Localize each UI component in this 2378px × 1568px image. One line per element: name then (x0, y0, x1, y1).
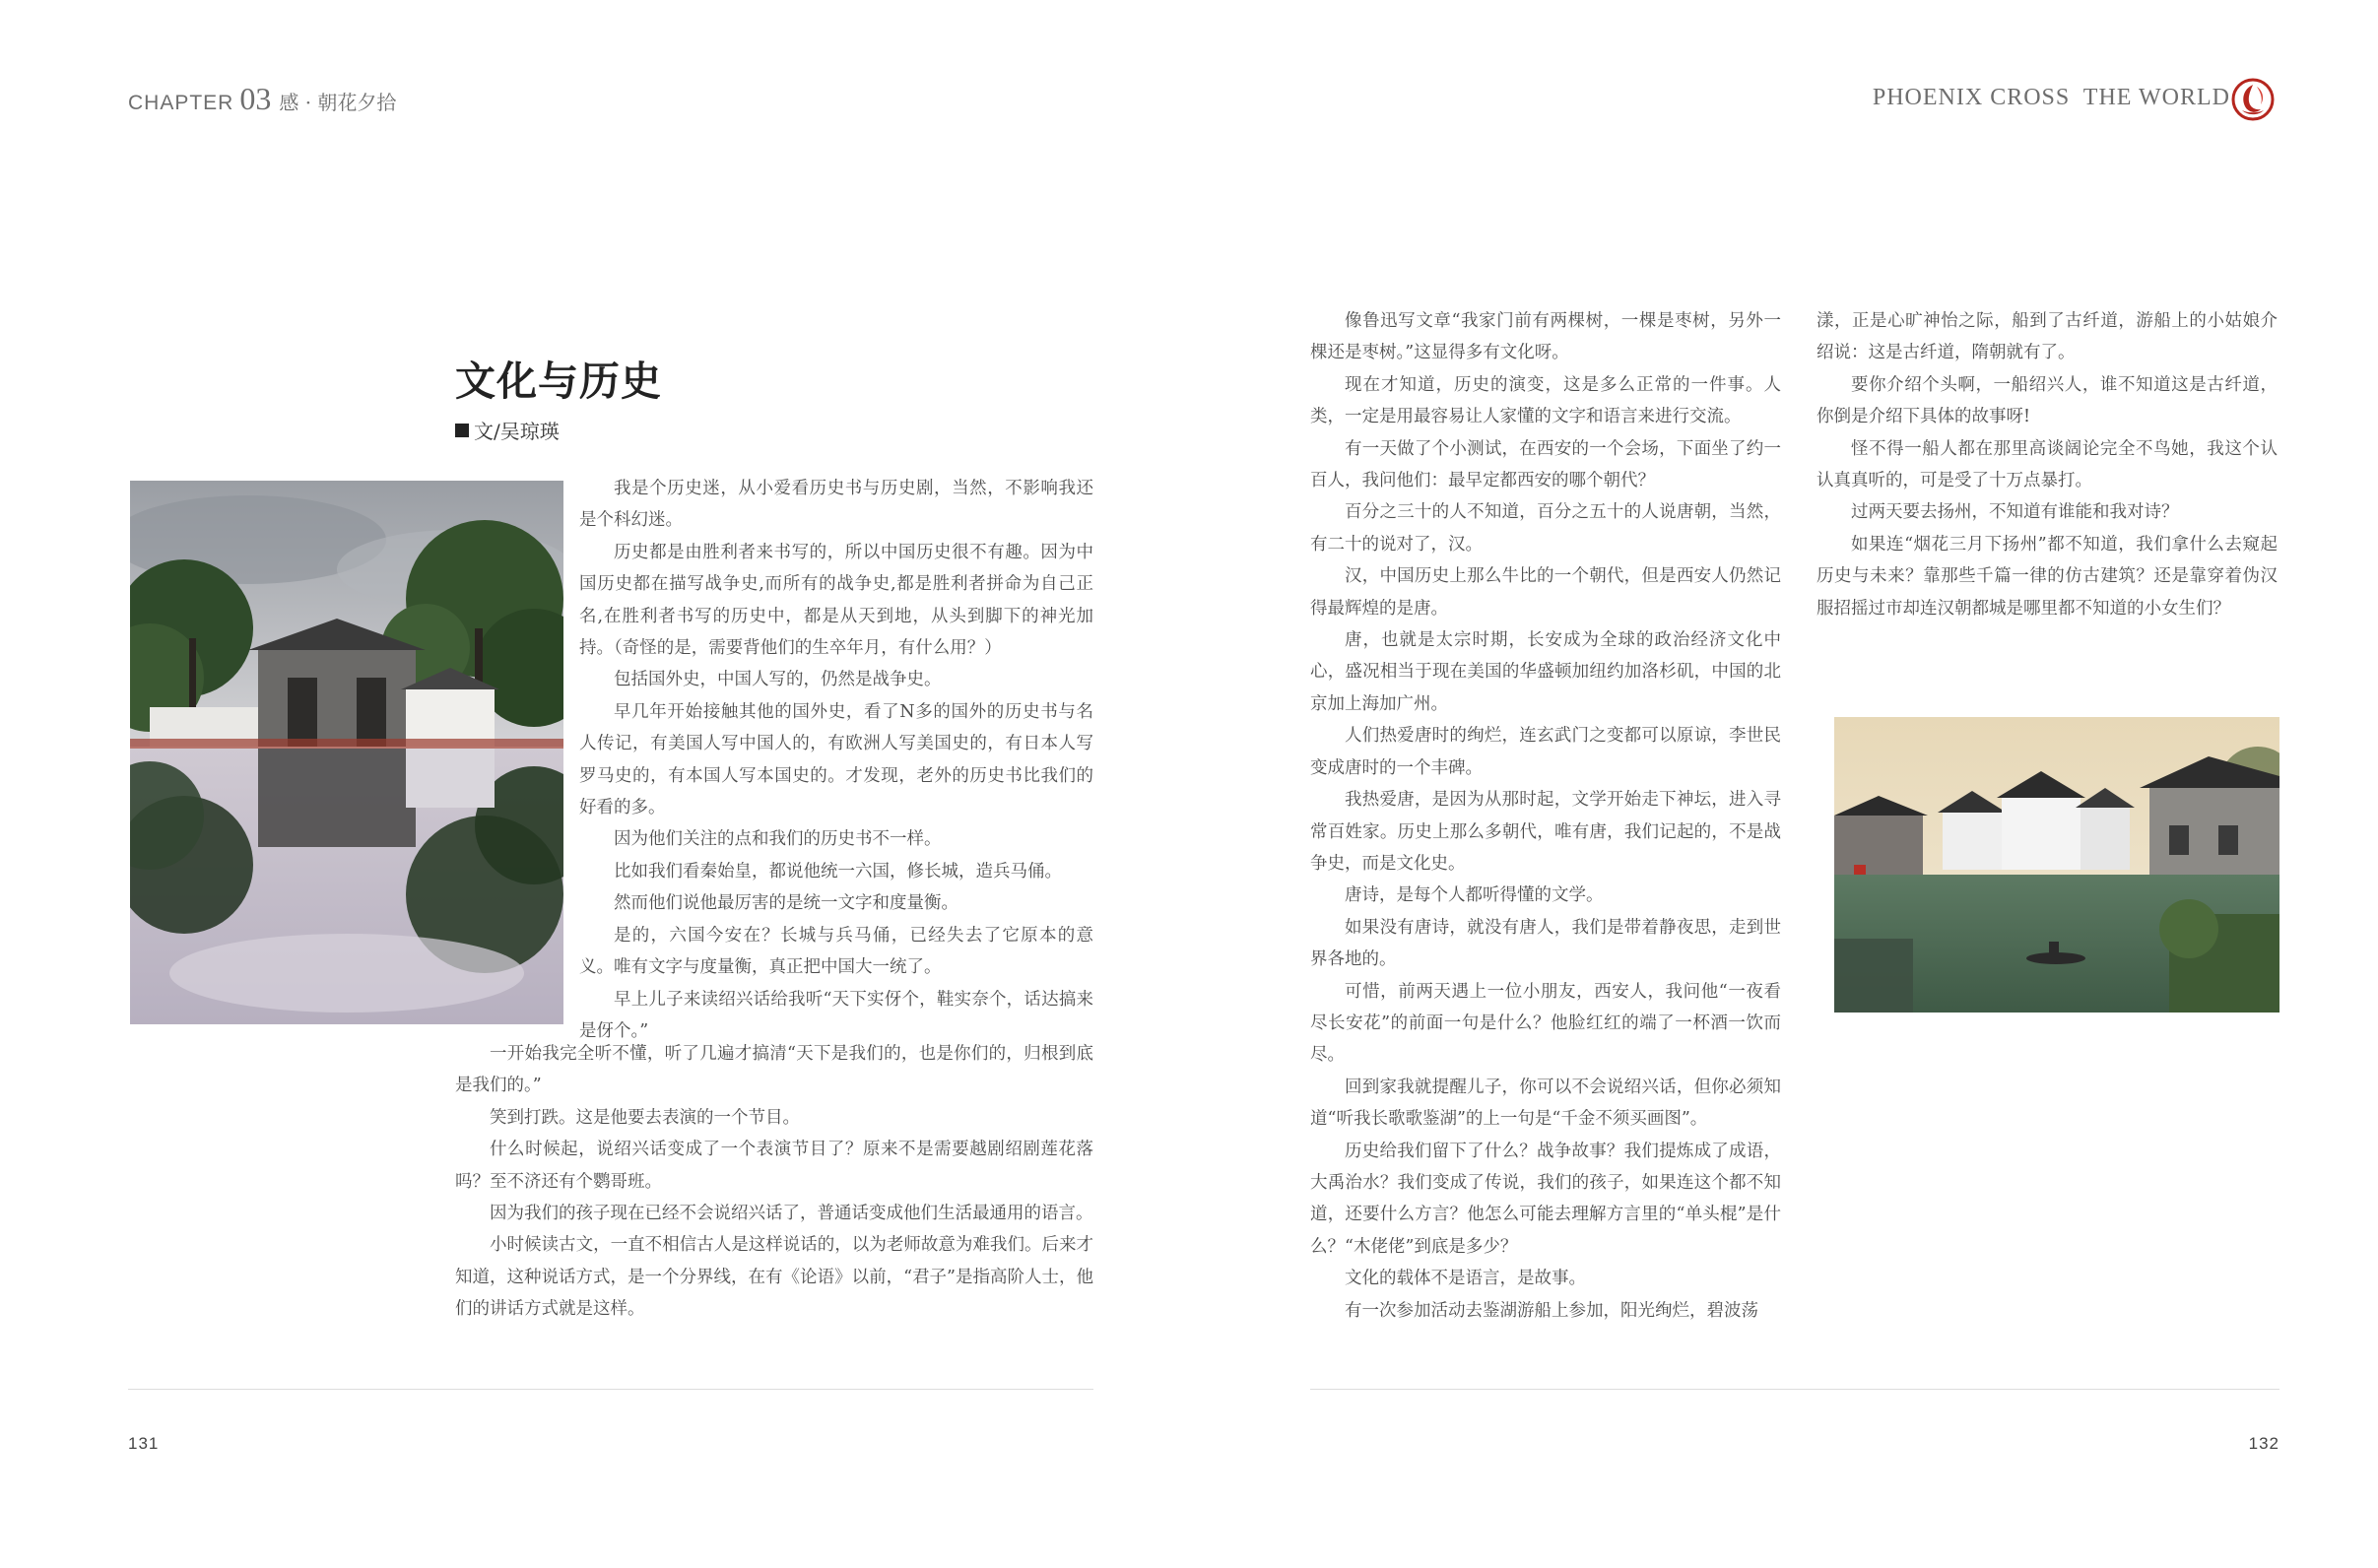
phoenix-logo-icon (2230, 77, 2276, 122)
paragraph: 因为我们的孩子现在已经不会说绍兴话了，普通话变成他们生活最通用的语言。 (490, 1204, 1093, 1224)
page-number-right: 132 (2248, 1434, 2279, 1453)
paragraph: 然而他们说他最厉害的是统一文字和度量衡。 (614, 893, 958, 914)
paragraph: 像鲁迅写文章“我家门前有两棵树，一棵是枣树，另外一棵还是枣树。”这显得多有文化呀。 (1310, 311, 1781, 363)
paragraph: 包括国外史，中国人写的，仍然是战争史。 (614, 670, 942, 690)
paragraph: 我热爱唐，是因为从那时起，文学开始走下神坛，进入寻常百姓家。历史上那么多朝代，唯有唐，我们记起的，不是战争史，而是文化史。 (1310, 790, 1781, 874)
paragraph: 历史给我们留下了什么？战争故事？我们提炼成了成语，大禹治水？我们变成了传说，我们的孩子，如果连这个都不知道，还要什么方言？他怎么可能去理解方言里的“单头棍”是什么？“木佬佬”到底是多少？ (1310, 1141, 1781, 1257)
chapter-number: 03 (239, 81, 272, 116)
photo-water-town (1834, 717, 2279, 1013)
paragraph: 人们热爱唐时的绚烂，连玄武门之变都可以原谅，李世民变成唐时的一个丰碑。 (1310, 726, 1781, 778)
article-title: 文化与历史 (455, 358, 662, 405)
paragraph: 早上儿子来读绍兴话给我听“天下实伢个，鞋实奈个，话达搞来是伢个。” (579, 989, 1093, 1041)
paragraph: 历史都是由胜利者来书写的，所以中国历史很不有趣。因为中国历史都在描写战争史,而所有的战争史,都是胜利者拼命为自己正名,在胜利者书写的历史中，都是从天到地，从头到脚下的神光加持。（奇怪的是，需要背他们的生卒年月，有什么用？） (579, 542, 1093, 659)
paragraph: 如果没有唐诗，就没有唐人，我们是带着静夜思，走到世界各地的。 (1310, 917, 1781, 970)
paragraph: 比如我们看秦始皇，都说他统一六国，修长城，造兵马俑。 (614, 861, 1062, 882)
paragraph: 漾，正是心旷神怡之际，船到了古纤道，游船上的小姑娘介绍说：这是古纤道，隋朝就有了。 (1817, 311, 2278, 363)
paragraph: 过两天要去扬州，不知道有谁能和我对诗？ (1851, 502, 2179, 523)
paragraph: 唐诗，是每个人都听得懂的文学。 (1345, 885, 1604, 906)
chapter-label: CHAPTER (128, 92, 234, 114)
paragraph: 一开始我完全听不懂，听了几遍才搞清“天下是我们的，也是你们的，归根到底是我们的。” (455, 1044, 1093, 1096)
paragraph: 有一次参加活动去鉴湖游船上参加，阳光绚烂，碧波荡 (1345, 1300, 1758, 1321)
page-number-left: 131 (128, 1434, 160, 1453)
paragraph: 小时候读古文，一直不相信古人是这样说话的，以为老师故意为难我们。后来才知道，这种说话方式，是一个分界线，在有《论语》以前，“君子”是指高阶人士，他们的讲话方式就是这样。 (455, 1235, 1093, 1320)
paragraph: 笑到打跌。这是他要去表演的一个节目。 (490, 1107, 800, 1128)
article-author (455, 416, 560, 444)
running-header-left (128, 81, 396, 120)
paragraph: 我是个历史迷，从小爱看历史书与历史剧，当然，不影响我还是个科幻迷。 (579, 479, 1093, 531)
author-name: 文/吴琼瑛 (474, 420, 560, 443)
left-wrap-column (579, 473, 1093, 1047)
paragraph: 因为他们关注的点和我们的历史书不一样。 (614, 829, 942, 850)
author-marker-icon (455, 424, 469, 437)
paragraph: 早几年开始接触其他的国外史，看了N多的国外的历史书与名人传记，有美国人写中国人的，有欧洲人写美国史的，有日本人写罗马史的，有本国人写本国史的。才发现，老外的历史书比我们的好看的多。 (579, 701, 1093, 818)
paragraph: 回到家我就提醒儿子，你可以不会说绍兴话，但你必须知道“听我长歌歌鉴湖”的上一句是“千金不须买画图”。 (1310, 1077, 1781, 1130)
magazine-title: PHOENIX CROSS THE WORLD (1872, 85, 2230, 110)
right-column-1 (1310, 305, 1781, 1327)
paragraph: 是的，六国今安在？长城与兵马俑，已经失去了它原本的意义。唯有文字与度量衡，真正把中国大一统了。 (579, 925, 1093, 978)
paragraph: 要你介绍个头啊，一船绍兴人，谁不知道这是古纤道，你倒是介绍下具体的故事呀! (1817, 374, 2278, 427)
paragraph: 现在才知道，历史的演变，这是多么正常的一件事。人类，一定是用最容易让人家懂的文字和语言来进行交流。 (1310, 374, 1781, 427)
paragraph: 文化的载体不是语言，是故事。 (1345, 1269, 1586, 1289)
paragraph: 什么时候起，说绍兴话变成了一个表演节目了？原来不是需要越剧绍剧莲花落吗？至不济还有个鹦哥班。 (455, 1140, 1093, 1192)
paragraph: 可惜，前两天遇上一位小朋友，西安人，我问他“一夜看尽长安花”的前面一句是什么？他脸红红的端了一杯酒一饮而尽。 (1310, 981, 1781, 1066)
paragraph: 有一天做了个小测试，在西安的一个会场，下面坐了约一百人，我问他们：最早定都西安的哪个朝代？ (1310, 438, 1781, 491)
left-full-column (455, 1038, 1093, 1326)
paragraph: 如果连“烟花三月下扬州”都不知道，我们拿什么去窥起历史与未来？靠那些千篇一律的仿古建筑？还是靠穿着伪汉服招摇过市却连汉朝都城是哪里都不知道的小女生们？ (1817, 534, 2278, 619)
section-title: 感 · 朝花夕拾 (279, 91, 397, 114)
paragraph: 汉，中国历史上那么牛比的一个朝代，但是西安人仍然记得最辉煌的是唐。 (1310, 566, 1781, 619)
paragraph: 怪不得一船人都在那里高谈阔论完全不鸟她，我这个认认真真听的，可是受了十万点暴打。 (1817, 438, 2278, 491)
paragraph: 百分之三十的人不知道，百分之五十的人说唐朝，当然，有二十的说对了，汉。 (1310, 502, 1781, 555)
paragraph: 唐，也就是太宗时期，长安成为全球的政治经济文化中心，盛况相当于现在美国的华盛顿加纽约加洛杉矶，中国的北京加上海加广州。 (1310, 630, 1781, 714)
right-column-2 (1817, 305, 2278, 624)
footer-rule-left (128, 1389, 1093, 1390)
footer-rule-right (1310, 1389, 2279, 1390)
photo-courtyard-reflection (130, 481, 563, 1024)
